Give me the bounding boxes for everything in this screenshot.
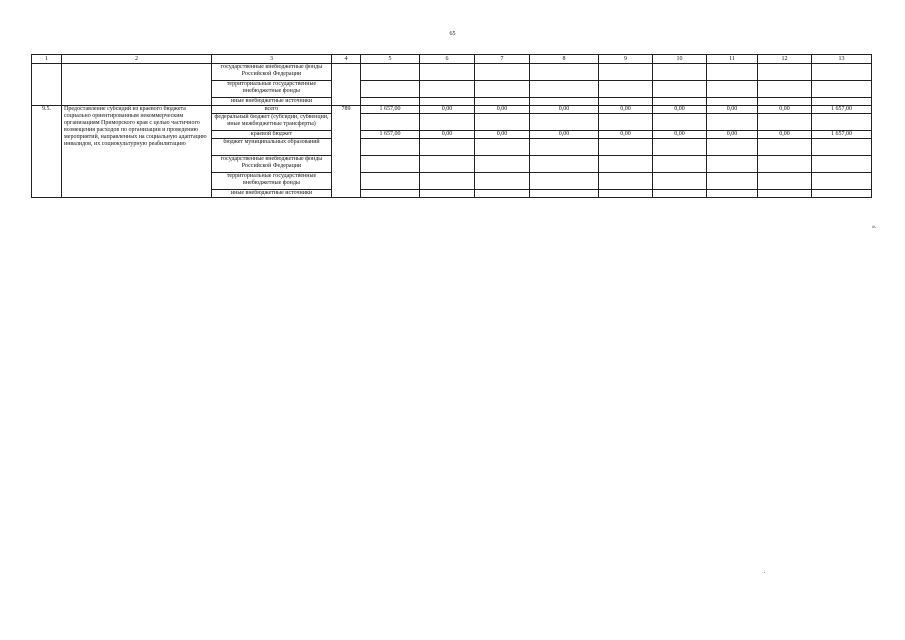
value-cell <box>653 190 707 198</box>
value-cell <box>653 114 707 131</box>
value-cell <box>599 64 653 81</box>
value-cell <box>361 81 420 98</box>
value-cell <box>599 173 653 190</box>
item-name: Предоставление субсидий из краевого бюджета социально ориентированным некоммерческим организациям Приморского края с целью частичного возмещения расходов по организации и проведению мероприятий, направленных на социальную адаптацию инвалидов, их социокультурную реабилитацию <box>62 106 212 198</box>
value-cell: 0,00 <box>707 106 758 114</box>
value-cell: 0,00 <box>653 131 707 139</box>
header-cell: 6 <box>420 55 475 64</box>
value-cell <box>758 64 812 81</box>
value-cell <box>530 114 599 131</box>
value-cell <box>758 114 812 131</box>
value-cell <box>530 173 599 190</box>
value-cell <box>599 139 653 156</box>
value-cell <box>530 190 599 198</box>
source-cell: краевой бюджет <box>212 131 332 139</box>
value-cell <box>361 156 420 173</box>
value-cell <box>812 190 872 198</box>
budget-table <box>31 54 872 198</box>
value-cell <box>420 173 475 190</box>
value-cell <box>420 81 475 98</box>
value-cell: 0,00 <box>653 106 707 114</box>
header-row <box>32 55 872 64</box>
value-cell: 0,00 <box>420 106 475 114</box>
value-cell: 0,00 <box>599 131 653 139</box>
value-cell <box>812 139 872 156</box>
value-cell <box>653 173 707 190</box>
header-cell: 1 <box>32 55 62 64</box>
value-cell <box>653 156 707 173</box>
item-number: 9.5. <box>32 106 62 198</box>
value-cell <box>599 98 653 106</box>
source-cell: бюджет муниципальных образований <box>212 139 332 156</box>
source-cell: иные внебюджетные источники <box>212 190 332 198</box>
value-cell <box>758 173 812 190</box>
table-row <box>32 106 872 114</box>
header-cell: 10 <box>653 55 707 64</box>
source-cell: государственные внебюджетные фонды Российской Федерации <box>212 64 332 81</box>
value-cell <box>475 64 530 81</box>
source-cell: территориальные государственные внебюджетные фонды <box>212 173 332 190</box>
value-cell: 1 657,00 <box>812 106 872 114</box>
source-cell: федеральный бюджет (субсидии, субвенции, иные межбюджетные трансферты) <box>212 114 332 131</box>
scan-speck <box>764 572 765 573</box>
value-cell <box>530 98 599 106</box>
header-cell: 8 <box>530 55 599 64</box>
value-cell: 0,00 <box>475 131 530 139</box>
value-cell <box>530 139 599 156</box>
value-cell: 1 657,00 <box>361 131 420 139</box>
source-cell: иные внебюджетные источники <box>212 98 332 106</box>
value-cell: 1 657,00 <box>812 131 872 139</box>
value-cell <box>361 114 420 131</box>
value-cell <box>812 64 872 81</box>
value-cell <box>812 173 872 190</box>
header-cell: 5 <box>361 55 420 64</box>
value-cell <box>707 98 758 106</box>
value-cell <box>475 81 530 98</box>
value-cell <box>475 190 530 198</box>
value-cell <box>758 81 812 98</box>
value-cell: 0,00 <box>530 131 599 139</box>
value-cell <box>812 98 872 106</box>
value-cell <box>361 98 420 106</box>
value-cell <box>361 190 420 198</box>
source-cell: всего <box>212 106 332 114</box>
value-cell <box>475 156 530 173</box>
header-cell: 12 <box>758 55 812 64</box>
value-cell <box>420 156 475 173</box>
value-cell <box>599 190 653 198</box>
value-cell: 0,00 <box>530 106 599 114</box>
value-cell <box>707 114 758 131</box>
value-cell <box>707 173 758 190</box>
value-cell: 0,00 <box>599 106 653 114</box>
header-cell: 3 <box>212 55 332 64</box>
value-cell <box>475 98 530 106</box>
number-cell <box>32 64 62 106</box>
value-cell <box>475 139 530 156</box>
value-cell <box>812 114 872 131</box>
value-cell <box>758 190 812 198</box>
value-cell <box>599 114 653 131</box>
header-cell: 13 <box>812 55 872 64</box>
value-cell <box>707 156 758 173</box>
value-cell <box>420 114 475 131</box>
header-cell: 2 <box>62 55 212 64</box>
table-row <box>32 64 872 81</box>
value-cell <box>812 81 872 98</box>
value-cell <box>530 64 599 81</box>
value-cell <box>475 114 530 131</box>
value-cell: 0,00 <box>758 106 812 114</box>
value-cell: 0,00 <box>758 131 812 139</box>
value-cell <box>707 139 758 156</box>
value-cell <box>707 64 758 81</box>
value-cell <box>361 139 420 156</box>
value-cell <box>758 156 812 173</box>
value-cell <box>653 139 707 156</box>
header-cell: 4 <box>332 55 361 64</box>
value-cell: 0,00 <box>420 131 475 139</box>
value-cell <box>420 98 475 106</box>
value-cell <box>758 98 812 106</box>
value-cell <box>707 81 758 98</box>
value-cell <box>361 173 420 190</box>
closing-mark: ». <box>872 224 877 230</box>
value-cell <box>420 139 475 156</box>
value-cell <box>758 139 812 156</box>
value-cell <box>653 64 707 81</box>
value-cell <box>653 81 707 98</box>
header-cell: 9 <box>599 55 653 64</box>
header-cell: 11 <box>707 55 758 64</box>
source-cell: государственные внебюджетные фонды Российской Федерации <box>212 156 332 173</box>
value-cell <box>420 64 475 81</box>
value-cell <box>599 81 653 98</box>
value-cell: 0,00 <box>707 131 758 139</box>
header-cell: 7 <box>475 55 530 64</box>
name-cell <box>62 64 212 106</box>
code-cell <box>332 64 361 106</box>
value-cell: 0,00 <box>475 106 530 114</box>
value-cell <box>530 156 599 173</box>
value-cell: 1 657,00 <box>361 106 420 114</box>
page-number: 65 <box>449 31 456 37</box>
value-cell <box>420 190 475 198</box>
value-cell <box>599 156 653 173</box>
value-cell <box>475 173 530 190</box>
source-cell: территориальные государственные внебюджетные фонды <box>212 81 332 98</box>
table-body <box>32 55 872 198</box>
value-cell <box>653 98 707 106</box>
value-cell <box>361 64 420 81</box>
item-code: 789 <box>332 106 361 198</box>
value-cell <box>530 81 599 98</box>
value-cell <box>812 156 872 173</box>
value-cell <box>707 190 758 198</box>
